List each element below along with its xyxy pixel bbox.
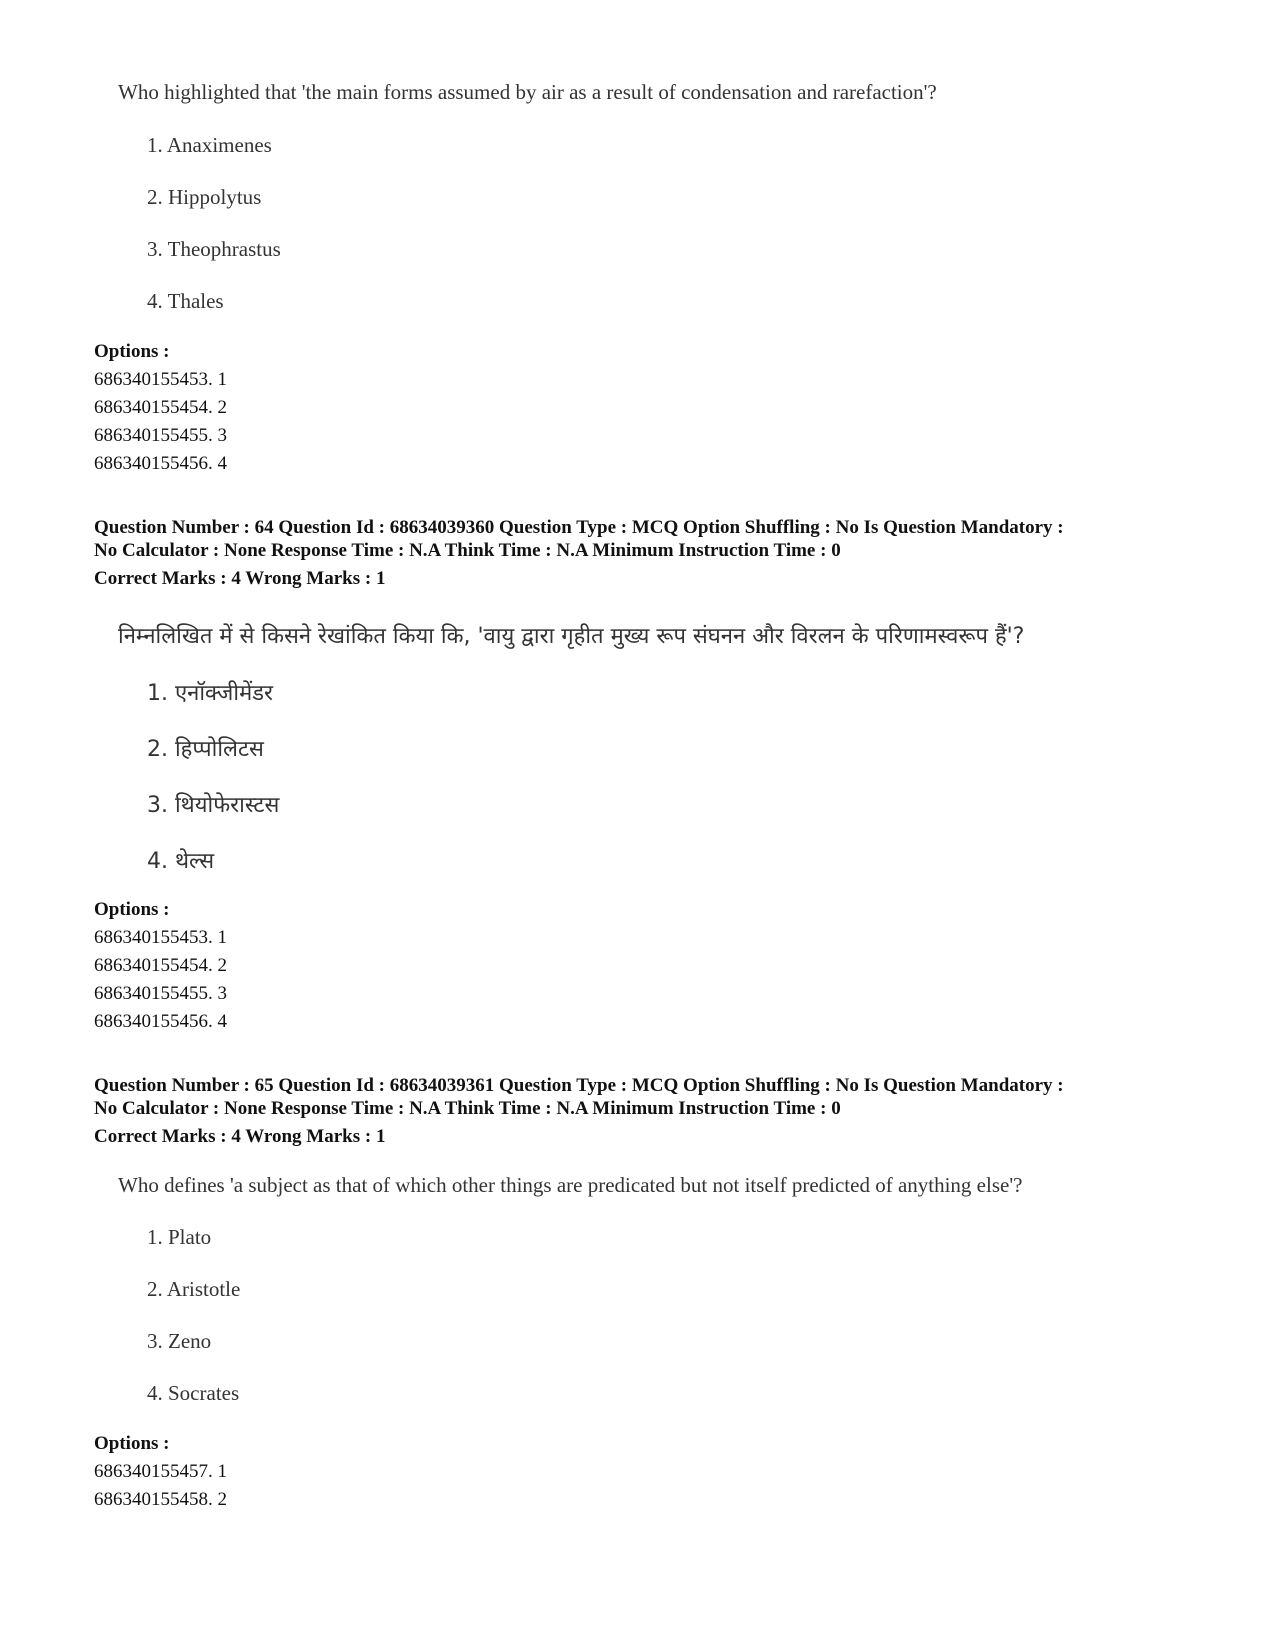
- marks-line: Correct Marks : 4 Wrong Marks : 1: [94, 568, 386, 589]
- choice-1: 1. Plato: [147, 1225, 212, 1249]
- option-id: 686340155453. 1: [94, 369, 227, 390]
- question-meta: Question Number : 64 Question Id : 68634039360 Question Type : MCQ Option Shuffling : No Is Question Mandatory :: [94, 517, 1064, 538]
- option-id: 686340155457. 1: [94, 1461, 227, 1482]
- option-id: 686340155454. 2: [94, 397, 227, 418]
- choice-1: 1. एनॉक्जीमेंडर: [147, 681, 273, 706]
- choice-2: 2. Aristotle: [147, 1277, 241, 1301]
- choice-3: 3. Theophrastus: [147, 237, 281, 261]
- choice-4: 4. Socrates: [147, 1381, 240, 1405]
- choice-4: 4. Thales: [147, 289, 224, 313]
- choice-2: 2. हिप्पोलिटस: [147, 737, 264, 762]
- question-text: Who defines 'a subject as that of which other things are predicated but not itself predicted of anything else'?: [118, 1173, 1023, 1197]
- option-id: 686340155456. 4: [94, 453, 227, 474]
- options-label: Options :: [94, 341, 170, 362]
- option-id: 686340155456. 4: [94, 1011, 227, 1032]
- choice-3: 3. थियोफेरास्टस: [147, 793, 280, 818]
- question-meta: No Calculator : None Response Time : N.A Think Time : N.A Minimum Instruction Time : 0: [94, 1098, 841, 1119]
- option-id: 686340155455. 3: [94, 983, 227, 1004]
- choice-4: 4. थेल्स: [147, 849, 215, 874]
- option-id: 686340155458. 2: [94, 1489, 227, 1510]
- option-id: 686340155453. 1: [94, 927, 227, 948]
- option-id: 686340155454. 2: [94, 955, 227, 976]
- choice-3: 3. Zeno: [147, 1329, 212, 1353]
- options-label: Options :: [94, 899, 170, 920]
- question-meta: No Calculator : None Response Time : N.A Think Time : N.A Minimum Instruction Time : 0: [94, 540, 841, 561]
- marks-line: Correct Marks : 4 Wrong Marks : 1: [94, 1126, 386, 1147]
- question-text: निम्नलिखित में से किसने रेखांकित किया कि, 'वायु द्वारा गृहीत मुख्य रूप संघनन और विरलन के परिणामस्वरूप हैं'?: [118, 624, 1025, 649]
- choice-2: 2. Hippolytus: [147, 185, 262, 209]
- choice-1: 1. Anaximenes: [147, 133, 272, 157]
- question-meta: Question Number : 65 Question Id : 68634039361 Question Type : MCQ Option Shuffling : No Is Question Mandatory :: [94, 1075, 1064, 1096]
- question-text: Who highlighted that 'the main forms assumed by air as a result of condensation and rarefaction'?: [118, 80, 937, 104]
- options-label: Options :: [94, 1433, 170, 1454]
- option-id: 686340155455. 3: [94, 425, 227, 446]
